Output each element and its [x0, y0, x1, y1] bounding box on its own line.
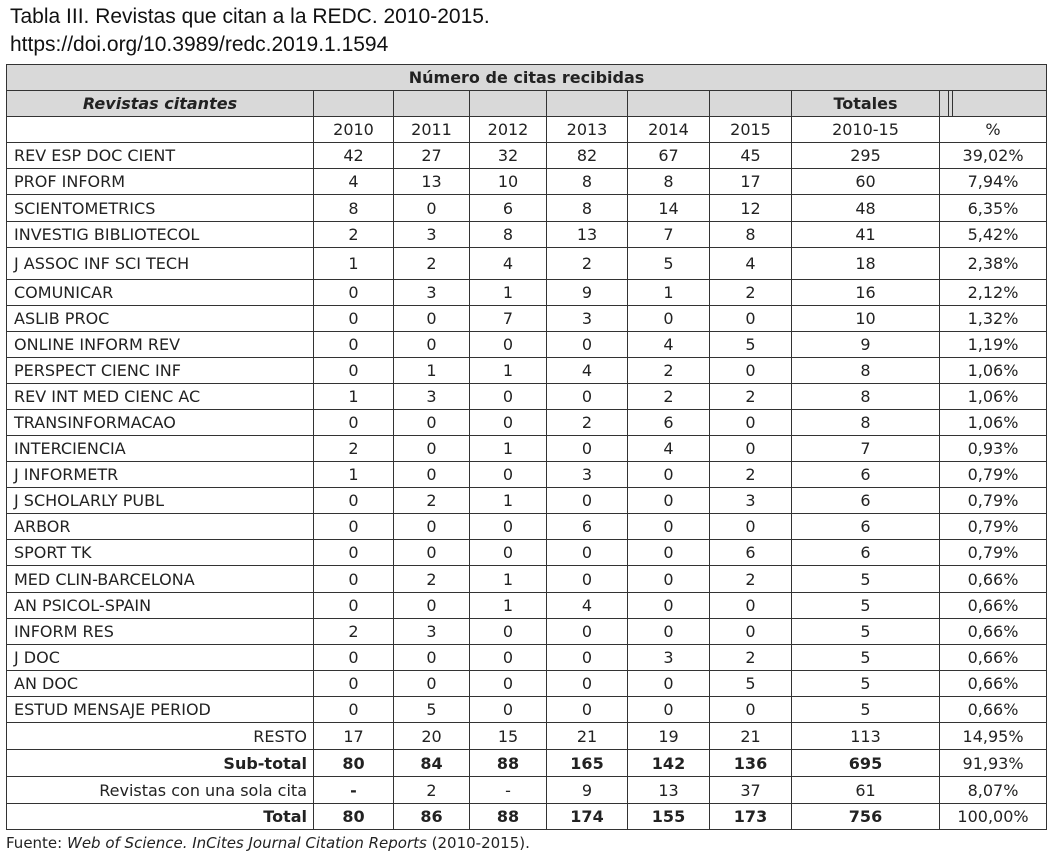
cell-value: 4: [547, 358, 628, 384]
cell-value: 7: [628, 222, 710, 248]
cell-value: 32: [470, 143, 547, 169]
cell-value: 1: [470, 358, 547, 384]
cell-value: 0: [314, 488, 394, 514]
cell-value: 0: [547, 332, 628, 358]
cell-value: 0: [628, 619, 710, 645]
cell-value: 0: [314, 697, 394, 723]
cell-total: 9: [792, 332, 940, 358]
cell-value: 2: [547, 410, 628, 436]
cell-value: 2: [314, 222, 394, 248]
cell-value: 142: [628, 750, 710, 777]
cell-value: 21: [710, 723, 792, 750]
table-row: [7, 195, 1047, 222]
cell-total: 6: [792, 540, 940, 566]
journal-name: J INFORMETR: [7, 462, 314, 488]
cell-value: 0: [710, 593, 792, 619]
cell-total: 61: [792, 777, 940, 804]
table-row: [7, 358, 1047, 384]
cell-value: 0: [314, 410, 394, 436]
cell-value: 8: [314, 195, 394, 222]
single-citation-row: [7, 777, 1047, 804]
cell-value: 0: [314, 332, 394, 358]
cell-value: 21: [547, 723, 628, 750]
cell-value: 0: [710, 436, 792, 462]
header-blank: [394, 91, 470, 117]
header-totales: Totales: [792, 91, 940, 117]
cell-value: 5: [394, 697, 470, 723]
cell-total: 7: [792, 436, 940, 462]
cell-percent: 0,66%: [940, 593, 1047, 619]
header-blank: [470, 91, 547, 117]
cell-percent: 39,02%: [940, 143, 1047, 169]
cell-value: 0: [547, 645, 628, 671]
table-row: [7, 671, 1047, 697]
cell-value: 4: [314, 169, 394, 195]
table-row: [7, 566, 1047, 593]
cell-total: 60: [792, 169, 940, 195]
cell-value: 0: [470, 645, 547, 671]
header-blank: [628, 91, 710, 117]
cell-percent: 5,42%: [940, 222, 1047, 248]
cell-value: 27: [394, 143, 470, 169]
cell-value: 84: [394, 750, 470, 777]
cell-value: 4: [628, 436, 710, 462]
year-header: 2011: [394, 117, 470, 143]
cell-value: 2: [394, 777, 470, 804]
percent-header: %: [940, 117, 1047, 143]
cell-value: 0: [314, 566, 394, 593]
cell-total: 6: [792, 488, 940, 514]
cell-value: 1: [628, 280, 710, 306]
cell-value: 0: [470, 384, 547, 410]
cell-total: 5: [792, 671, 940, 697]
citations-table: [6, 64, 1047, 830]
cell-value: 0: [314, 671, 394, 697]
cell-total: 6: [792, 462, 940, 488]
cell-value: 3: [394, 280, 470, 306]
cell-total: 48: [792, 195, 940, 222]
cell-value: 2: [547, 248, 628, 280]
cell-value: 0: [710, 358, 792, 384]
cell-value: 0: [470, 332, 547, 358]
table-row: [7, 143, 1047, 169]
cell-value: 67: [628, 143, 710, 169]
resto-row: [7, 723, 1047, 750]
header-empty: [7, 117, 314, 143]
cell-value: 0: [394, 462, 470, 488]
cell-value: 9: [547, 280, 628, 306]
cell-value: 0: [710, 619, 792, 645]
table-row: [7, 488, 1047, 514]
subtotal-row: [7, 750, 1047, 777]
cell-value: 0: [314, 306, 394, 332]
cell-total: 756: [792, 804, 940, 830]
cell-value: 6: [547, 514, 628, 540]
cell-percent: 2,12%: [940, 280, 1047, 306]
cell-value: 13: [547, 222, 628, 248]
cell-total: 10: [792, 306, 940, 332]
cell-value: 0: [547, 488, 628, 514]
cell-value: 3: [628, 645, 710, 671]
table-row: [7, 645, 1047, 671]
cell-percent: 7,94%: [940, 169, 1047, 195]
source-suffix: (2010-2015).: [426, 834, 530, 852]
cell-value: 10: [470, 169, 547, 195]
table-row: [7, 169, 1047, 195]
cell-value: 0: [710, 514, 792, 540]
table-row: [7, 222, 1047, 248]
journal-name: ASLIB PROC: [7, 306, 314, 332]
cell-value: 0: [710, 306, 792, 332]
cell-total: 16: [792, 280, 940, 306]
range-header: 2010-15: [792, 117, 940, 143]
cell-percent: 1,32%: [940, 306, 1047, 332]
cell-value: 88: [470, 750, 547, 777]
cell-value: 4: [470, 248, 547, 280]
cell-value: 3: [394, 619, 470, 645]
table-row: [7, 332, 1047, 358]
cell-value: 0: [628, 540, 710, 566]
cell-value: 3: [394, 222, 470, 248]
cell-value: 3: [547, 306, 628, 332]
cell-value: 0: [547, 540, 628, 566]
cell-value: 0: [547, 697, 628, 723]
cell-value: 1: [470, 280, 547, 306]
journal-name: J SCHOLARLY PUBL: [7, 488, 314, 514]
row-label: Total: [7, 804, 314, 830]
journal-name: SPORT TK: [7, 540, 314, 566]
table-row: [7, 462, 1047, 488]
cell-value: 88: [470, 804, 547, 830]
cell-value: 15: [470, 723, 547, 750]
cell-value: 8: [547, 195, 628, 222]
table-row: [7, 306, 1047, 332]
cell-percent: 1,06%: [940, 384, 1047, 410]
cell-value: 80: [314, 804, 394, 830]
header-revistas-citantes: Revistas citantes: [7, 91, 314, 117]
cell-value: 0: [470, 514, 547, 540]
cell-value: 0: [394, 306, 470, 332]
cell-value: 4: [547, 593, 628, 619]
journal-name: PROF INFORM: [7, 169, 314, 195]
table-row: [7, 697, 1047, 723]
cell-value: 0: [394, 410, 470, 436]
table-row: [7, 593, 1047, 619]
source-prefix: Fuente:: [6, 834, 67, 852]
total-row: [7, 804, 1047, 830]
cell-value: -: [470, 777, 547, 804]
journal-name: J ASSOC INF SCI TECH: [7, 248, 314, 280]
cell-percent: 0,66%: [940, 671, 1047, 697]
cell-value: 0: [547, 436, 628, 462]
cell-value: 4: [710, 248, 792, 280]
cell-percent: 1,06%: [940, 410, 1047, 436]
cell-value: 86: [394, 804, 470, 830]
cell-value: 0: [470, 671, 547, 697]
cell-value: 1: [314, 462, 394, 488]
cell-value: 2: [710, 462, 792, 488]
cell-total: 5: [792, 645, 940, 671]
cell-value: 0: [470, 619, 547, 645]
cell-value: 1: [470, 593, 547, 619]
cell-value: 174: [547, 804, 628, 830]
header-row-top: [7, 65, 1047, 91]
cell-value: 0: [470, 410, 547, 436]
cell-value: 2: [394, 248, 470, 280]
cell-value: 0: [394, 436, 470, 462]
source-italic: Web of Science. InCites Journal Citation Reports: [66, 834, 427, 852]
journal-name: REV INT MED CIENC AC: [7, 384, 314, 410]
cell-value: 0: [394, 645, 470, 671]
cell-value: 0: [628, 514, 710, 540]
cell-total: 18: [792, 248, 940, 280]
cell-value: 0: [314, 540, 394, 566]
cell-value: 2: [710, 566, 792, 593]
cell-percent: 0,66%: [940, 697, 1047, 723]
cell-value: 0: [470, 697, 547, 723]
cell-value: 5: [710, 671, 792, 697]
cell-percent: 91,93%: [940, 750, 1047, 777]
journal-name: AN DOC: [7, 671, 314, 697]
cell-value: 8: [470, 222, 547, 248]
cell-percent: 0,79%: [940, 488, 1047, 514]
journal-name: AN PSICOL-SPAIN: [7, 593, 314, 619]
cell-value: 42: [314, 143, 394, 169]
cell-total: 113: [792, 723, 940, 750]
cell-value: 6: [628, 410, 710, 436]
cell-value: 2: [710, 280, 792, 306]
row-label: Sub-total: [7, 750, 314, 777]
cell-value: 20: [394, 723, 470, 750]
cell-value: 3: [547, 462, 628, 488]
row-label: RESTO: [7, 723, 314, 750]
cell-value: 0: [394, 671, 470, 697]
cell-percent: 0,79%: [940, 540, 1047, 566]
cell-total: 8: [792, 410, 940, 436]
journal-name: PERSPECT CIENC INF: [7, 358, 314, 384]
cell-value: 3: [394, 384, 470, 410]
journal-name: ESTUD MENSAJE PERIOD: [7, 697, 314, 723]
cell-total: 8: [792, 358, 940, 384]
cell-value: 0: [394, 593, 470, 619]
cell-total: 41: [792, 222, 940, 248]
cell-percent: 8,07%: [940, 777, 1047, 804]
cell-value: 2: [628, 358, 710, 384]
cell-value: 1: [394, 358, 470, 384]
cell-value: 0: [394, 514, 470, 540]
cell-total: 5: [792, 697, 940, 723]
header-blank: [547, 91, 628, 117]
cell-value: 17: [710, 169, 792, 195]
table-row: [7, 514, 1047, 540]
cell-total: 8: [792, 384, 940, 410]
table-caption-doi: https://doi.org/10.3989/redc.2019.1.1594: [10, 33, 389, 56]
journal-name: J DOC: [7, 645, 314, 671]
cell-value: 0: [394, 540, 470, 566]
cell-value: 1: [314, 384, 394, 410]
cell-percent: 0,66%: [940, 619, 1047, 645]
cell-value: 9: [547, 777, 628, 804]
header-blank-split: [940, 91, 1047, 117]
header-row-years: [7, 117, 1047, 143]
cell-value: 1: [314, 248, 394, 280]
row-label: Revistas con una sola cita: [7, 777, 314, 804]
cell-percent: 6,35%: [940, 195, 1047, 222]
cell-value: 2: [710, 384, 792, 410]
journal-name: ONLINE INFORM REV: [7, 332, 314, 358]
cell-value: 0: [710, 410, 792, 436]
cell-value: 17: [314, 723, 394, 750]
cell-total: 695: [792, 750, 940, 777]
cell-value: 0: [628, 671, 710, 697]
cell-value: 45: [710, 143, 792, 169]
header-blank: [710, 91, 792, 117]
cell-value: 165: [547, 750, 628, 777]
cell-value: 19: [628, 723, 710, 750]
cell-total: 5: [792, 619, 940, 645]
cell-value: 0: [710, 697, 792, 723]
cell-value: 0: [628, 462, 710, 488]
cell-value: 136: [710, 750, 792, 777]
cell-value: 5: [628, 248, 710, 280]
cell-value: 8: [547, 169, 628, 195]
table-source-note: [6, 834, 530, 852]
table-row: [7, 280, 1047, 306]
cell-value: 0: [628, 488, 710, 514]
cell-percent: 0,66%: [940, 566, 1047, 593]
cell-percent: 0,79%: [940, 514, 1047, 540]
journal-name: REV ESP DOC CIENT: [7, 143, 314, 169]
cell-percent: 1,06%: [940, 358, 1047, 384]
cell-percent: 0,93%: [940, 436, 1047, 462]
cell-percent: 100,00%: [940, 804, 1047, 830]
cell-value: 6: [470, 195, 547, 222]
table-row: [7, 410, 1047, 436]
cell-value: 2: [314, 619, 394, 645]
cell-percent: 0,66%: [940, 645, 1047, 671]
cell-value: 0: [628, 306, 710, 332]
cell-percent: 14,95%: [940, 723, 1047, 750]
cell-value: 1: [470, 488, 547, 514]
cell-value: 2: [394, 566, 470, 593]
journal-name: ARBOR: [7, 514, 314, 540]
cell-value: 0: [314, 593, 394, 619]
journal-name: INVESTIG BIBLIOTECOL: [7, 222, 314, 248]
journal-name: TRANSINFORMACAO: [7, 410, 314, 436]
cell-value: 2: [628, 384, 710, 410]
year-header: 2015: [710, 117, 792, 143]
cell-value: 173: [710, 804, 792, 830]
cell-percent: 1,19%: [940, 332, 1047, 358]
cell-value: 0: [470, 540, 547, 566]
journal-name: INTERCIENCIA: [7, 436, 314, 462]
cell-total: 295: [792, 143, 940, 169]
cell-value: 80: [314, 750, 394, 777]
cell-value: 1: [470, 566, 547, 593]
cell-value: 2: [314, 436, 394, 462]
cell-value: 0: [628, 697, 710, 723]
cell-total: 5: [792, 593, 940, 619]
cell-value: 8: [710, 222, 792, 248]
cell-value: 0: [314, 514, 394, 540]
journal-name: MED CLIN-BARCELONA: [7, 566, 314, 593]
year-header: 2012: [470, 117, 547, 143]
journal-name: INFORM RES: [7, 619, 314, 645]
cell-value: 1: [470, 436, 547, 462]
cell-value: 0: [547, 384, 628, 410]
cell-value: 4: [628, 332, 710, 358]
cell-value: -: [314, 777, 394, 804]
cell-total: 5: [792, 566, 940, 593]
cell-value: 0: [547, 671, 628, 697]
cell-percent: 2,38%: [940, 248, 1047, 280]
cell-value: 0: [628, 593, 710, 619]
cell-value: 2: [394, 488, 470, 514]
cell-value: 14: [628, 195, 710, 222]
cell-value: 13: [628, 777, 710, 804]
cell-value: 8: [628, 169, 710, 195]
journal-name: COMUNICAR: [7, 280, 314, 306]
cell-value: 0: [547, 566, 628, 593]
table-row: [7, 436, 1047, 462]
header-citas-recibidas: Número de citas recibidas: [7, 65, 1047, 91]
cell-value: 3: [710, 488, 792, 514]
table-row: [7, 540, 1047, 566]
cell-value: 0: [314, 645, 394, 671]
table-row: [7, 248, 1047, 280]
cell-value: 12: [710, 195, 792, 222]
year-header: 2010: [314, 117, 394, 143]
table-row: [7, 384, 1047, 410]
cell-value: 6: [710, 540, 792, 566]
cell-value: 82: [547, 143, 628, 169]
cell-value: 13: [394, 169, 470, 195]
cell-value: 0: [394, 195, 470, 222]
header-blank: [314, 91, 394, 117]
cell-value: 7: [470, 306, 547, 332]
year-header: 2013: [547, 117, 628, 143]
cell-value: 0: [314, 358, 394, 384]
header-row-titles: [7, 91, 1047, 117]
cell-value: 0: [394, 332, 470, 358]
journal-name: SCIENTOMETRICS: [7, 195, 314, 222]
cell-value: 155: [628, 804, 710, 830]
year-header: 2014: [628, 117, 710, 143]
cell-value: 0: [628, 566, 710, 593]
cell-value: 2: [710, 645, 792, 671]
cell-percent: 0,79%: [940, 462, 1047, 488]
cell-value: 5: [710, 332, 792, 358]
cell-value: 0: [547, 619, 628, 645]
cell-value: 0: [470, 462, 547, 488]
table-caption-title: Tabla III. Revistas que citan a la REDC. 2010-2015.: [10, 5, 490, 28]
cell-total: 6: [792, 514, 940, 540]
cell-value: 37: [710, 777, 792, 804]
table-row: [7, 619, 1047, 645]
cell-value: 0: [314, 280, 394, 306]
